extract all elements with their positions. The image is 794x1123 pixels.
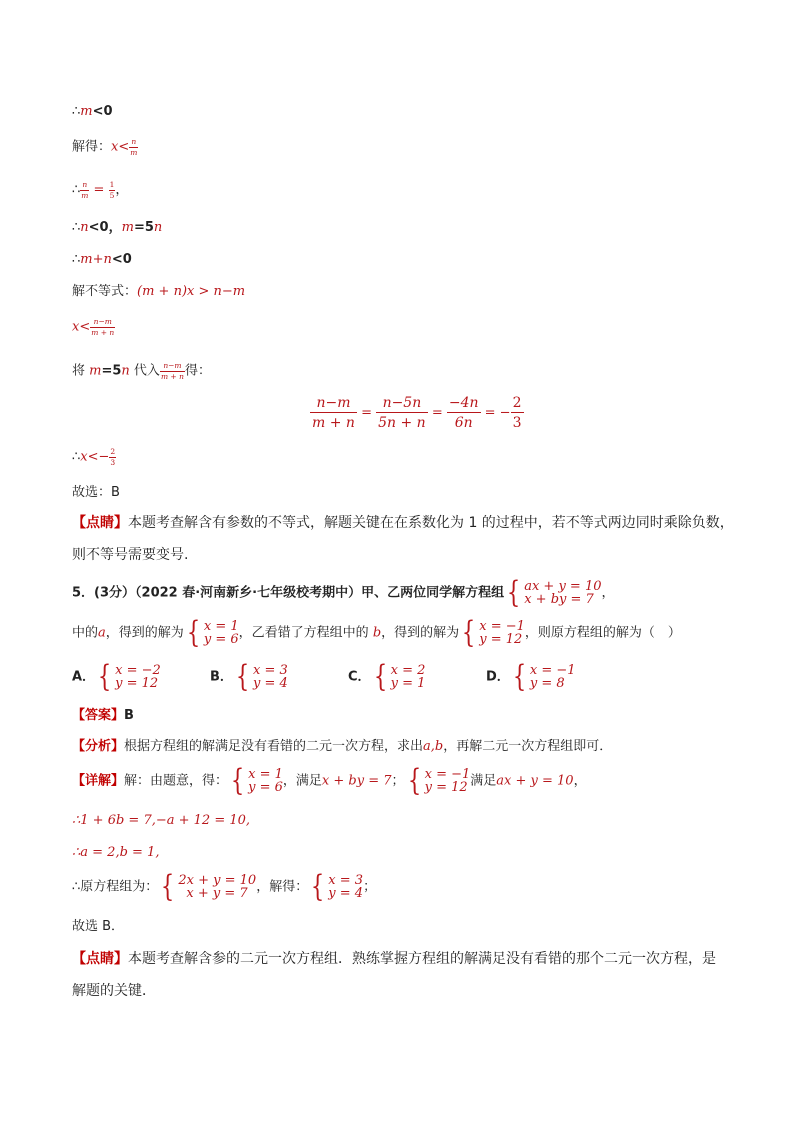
row: y = 8	[529, 676, 565, 691]
question-5-body	[72, 615, 681, 650]
row: y = 12	[115, 676, 159, 691]
fraction	[376, 396, 428, 430]
text: ；	[363, 879, 377, 895]
row: x = 1	[203, 619, 239, 634]
solution-system	[405, 763, 471, 798]
solution-system	[459, 615, 525, 650]
line-solve-x	[72, 138, 138, 157]
lt: <	[118, 139, 130, 155]
tag-point: 【点睛】	[72, 951, 128, 967]
numerator: n	[129, 138, 138, 148]
text: 得：	[184, 363, 211, 379]
var-n: n	[153, 220, 163, 235]
detail-line-2	[72, 812, 250, 830]
row: x = 3	[253, 663, 288, 678]
numerator: n	[80, 181, 89, 191]
row: x = 2	[390, 663, 426, 678]
var-x: x	[111, 139, 119, 155]
point-note-1	[72, 514, 734, 532]
row: x + by = 7	[524, 592, 594, 607]
question-text: 5．(3分）（2022 春·河南新乡·七年级校考期中）甲、乙两位同学解方程组	[72, 585, 505, 601]
line-choice	[72, 484, 120, 502]
denominator: m	[81, 190, 89, 200]
var-x: x	[80, 449, 88, 465]
row: y = 12	[424, 780, 468, 795]
answer-value: B	[124, 708, 134, 723]
fraction	[160, 362, 185, 380]
text: ，解得：	[256, 879, 309, 895]
brace: {	[512, 659, 527, 694]
var-x: x	[72, 319, 80, 335]
brace: {	[373, 659, 387, 694]
denominator: 3	[512, 415, 522, 431]
text: ，则原方程组的解为（ ）	[524, 625, 681, 641]
choice-text: 故选：B	[72, 485, 120, 500]
var-m: m	[121, 220, 134, 235]
solution-system	[184, 615, 239, 650]
detail-choice	[72, 918, 124, 936]
line-substitute	[72, 362, 211, 381]
text: <0，	[88, 220, 122, 235]
text: ∴原方程组为：	[72, 879, 159, 895]
equation: ∴1 + 6b = 7,−a + 12 = 10,	[72, 813, 251, 828]
numerator: 2	[512, 395, 522, 411]
text: 中的	[72, 625, 99, 641]
option-letter: A．	[72, 669, 96, 685]
text: <0	[111, 252, 132, 267]
row: y = 6	[248, 780, 283, 795]
row: y = 4	[328, 886, 364, 901]
text: 解：由题意，得：	[124, 773, 229, 789]
equation: x + by = 7	[321, 773, 392, 789]
text: ，满足	[282, 773, 322, 789]
equation-system	[504, 575, 602, 610]
option-c[interactable]	[348, 659, 426, 694]
detail-line-1	[72, 763, 587, 798]
text: ，乙看错了方程组中的	[238, 625, 373, 641]
therefore-symbol: ∴	[72, 220, 81, 235]
tag-answer: 【答案】	[72, 708, 125, 723]
system-rows	[253, 664, 288, 690]
analysis-text: 根据方程组的解满足没有看错的二元一次方程，求出	[124, 739, 424, 754]
var-m: m	[80, 104, 93, 119]
text: ，	[601, 585, 615, 601]
brace: {	[230, 763, 245, 798]
equals: =	[89, 182, 109, 198]
option-a[interactable]	[72, 659, 161, 694]
denominator: m + n	[160, 371, 184, 381]
text: <0	[92, 104, 113, 119]
fraction	[310, 396, 357, 430]
var-m: m	[89, 363, 102, 379]
point-text: 本题考查解含有参数的不等式，解题关键在在系数化为 1 的过程中，若不等式两边同时乘除负数，	[128, 515, 734, 531]
line-x-lt-fraction	[72, 318, 115, 337]
display-equation	[310, 396, 524, 430]
brace: {	[186, 615, 201, 650]
detail-line-4	[72, 869, 377, 904]
text: 满足	[470, 773, 497, 789]
equation: ax + y = 10	[496, 773, 574, 789]
row: y = 1	[390, 676, 426, 691]
numerator: 1	[109, 180, 115, 189]
row: x = −2	[115, 663, 161, 678]
var-a: a	[98, 625, 106, 641]
text: ；	[391, 773, 405, 789]
text: 将	[72, 363, 90, 379]
text: =5	[101, 363, 122, 379]
option-d[interactable]	[486, 659, 576, 694]
question-5-head	[72, 575, 615, 610]
brace: {	[462, 615, 476, 650]
system-rows	[391, 664, 426, 690]
denominator: 5n + n	[378, 415, 426, 431]
denominator: m + n	[312, 415, 355, 431]
option-system	[233, 659, 288, 694]
line-ratio	[72, 181, 128, 200]
equals: =	[356, 405, 377, 421]
line-n-lt-0	[72, 219, 162, 237]
numerator: 2	[110, 447, 116, 456]
therefore-symbol: ∴	[72, 182, 81, 198]
system-rows	[479, 620, 525, 646]
text: 代入	[129, 363, 160, 379]
denominator: 5	[109, 190, 115, 200]
therefore-symbol: ∴	[72, 104, 81, 119]
option-letter: B．	[210, 669, 233, 685]
numerator: −4n	[448, 395, 479, 411]
line-m-lt-0	[72, 103, 113, 121]
line-solve-inequality	[72, 283, 245, 301]
point-2-line-1	[72, 950, 716, 968]
brace: {	[235, 659, 250, 694]
lt: <−	[87, 449, 110, 465]
tag-analysis: 【分析】	[72, 739, 125, 754]
denominator: 3	[110, 457, 116, 467]
point-text: 解题的关键．	[72, 983, 156, 999]
tag-detail: 【详解】	[72, 773, 125, 789]
row: y = 12	[479, 632, 523, 647]
row: ax + y = 10	[524, 579, 602, 594]
text: ，得到的解为	[381, 625, 460, 641]
system-rows	[248, 768, 283, 794]
equation-system	[158, 869, 257, 904]
expr: m+n	[80, 252, 112, 267]
line-x-lt-neg-two-thirds	[72, 448, 116, 467]
fraction	[129, 138, 138, 156]
text: ，	[115, 182, 129, 198]
label: 解不等式：	[72, 284, 138, 299]
point-text: 则不等号需要变号.	[72, 547, 189, 563]
analysis-text: ，再解二元一次方程组即可．	[443, 739, 613, 754]
option-letter: C．	[348, 669, 371, 685]
denominator: 6n	[454, 415, 473, 431]
row: x = −1	[424, 767, 471, 782]
system-rows	[178, 874, 256, 900]
option-b[interactable]	[210, 659, 288, 694]
row: x + y = 7	[186, 886, 248, 901]
denominator: m + n	[91, 327, 115, 337]
system-rows	[425, 768, 471, 794]
vars-ab: a,b	[423, 739, 444, 754]
row: x = 1	[248, 767, 283, 782]
answer-line	[72, 707, 134, 725]
system-rows	[328, 874, 363, 900]
row: x = −1	[479, 619, 525, 634]
equation: ∴a = 2,b = 1,	[72, 845, 160, 860]
expr: (m + n)x > n−m	[137, 284, 246, 299]
row: y = 4	[253, 676, 288, 691]
brace: {	[311, 869, 325, 904]
equals-minus: = −	[480, 405, 511, 421]
therefore-symbol: ∴	[72, 252, 81, 267]
numerator: n−m	[310, 396, 357, 413]
row: y = 6	[203, 632, 239, 647]
row: x = 3	[328, 873, 364, 888]
brace: {	[161, 869, 175, 904]
option-system	[510, 659, 576, 694]
denominator: m	[130, 147, 138, 157]
row: x = −1	[529, 663, 576, 678]
tag-point: 【点睛】	[72, 515, 128, 531]
option-system	[371, 659, 426, 694]
fraction	[90, 318, 115, 336]
brace: {	[407, 763, 421, 798]
var-n: n	[80, 220, 89, 235]
detail-line-3	[72, 844, 159, 862]
system-rows	[204, 620, 239, 646]
equals: =	[427, 405, 447, 421]
system-rows	[530, 664, 576, 690]
text: =5	[133, 220, 154, 235]
label: 解得：	[72, 139, 112, 155]
row: 2x + y = 10	[178, 873, 257, 888]
brace: {	[506, 575, 521, 610]
analysis-line	[72, 738, 612, 756]
numerator: n−m	[160, 362, 185, 372]
choice-text: 故选 B．	[72, 919, 125, 934]
text: ，得到的解为	[105, 625, 184, 641]
system-rows	[524, 580, 601, 606]
point-note-2	[72, 546, 188, 564]
numerator: n−m	[90, 318, 115, 328]
fraction	[447, 396, 481, 430]
line-mn-lt-0	[72, 251, 132, 269]
text: ，	[573, 773, 587, 789]
fraction	[511, 396, 524, 430]
brace: {	[97, 659, 112, 694]
solution-system	[228, 763, 283, 798]
var-n: n	[121, 363, 130, 379]
lt: <	[79, 319, 91, 335]
point-2-line-2	[72, 982, 156, 1000]
option-letter: D．	[486, 669, 510, 685]
fraction	[109, 448, 116, 466]
therefore-symbol: ∴	[72, 449, 81, 465]
system-rows	[115, 664, 161, 690]
option-system	[95, 659, 161, 694]
var-b: b	[372, 625, 382, 641]
point-text: 本题考查解含参的二元一次方程组．熟练掌握方程组的解满足没有看错的那个二元一次方程，是	[128, 951, 716, 967]
solution-system	[308, 869, 364, 904]
numerator: n−5n	[376, 396, 428, 413]
